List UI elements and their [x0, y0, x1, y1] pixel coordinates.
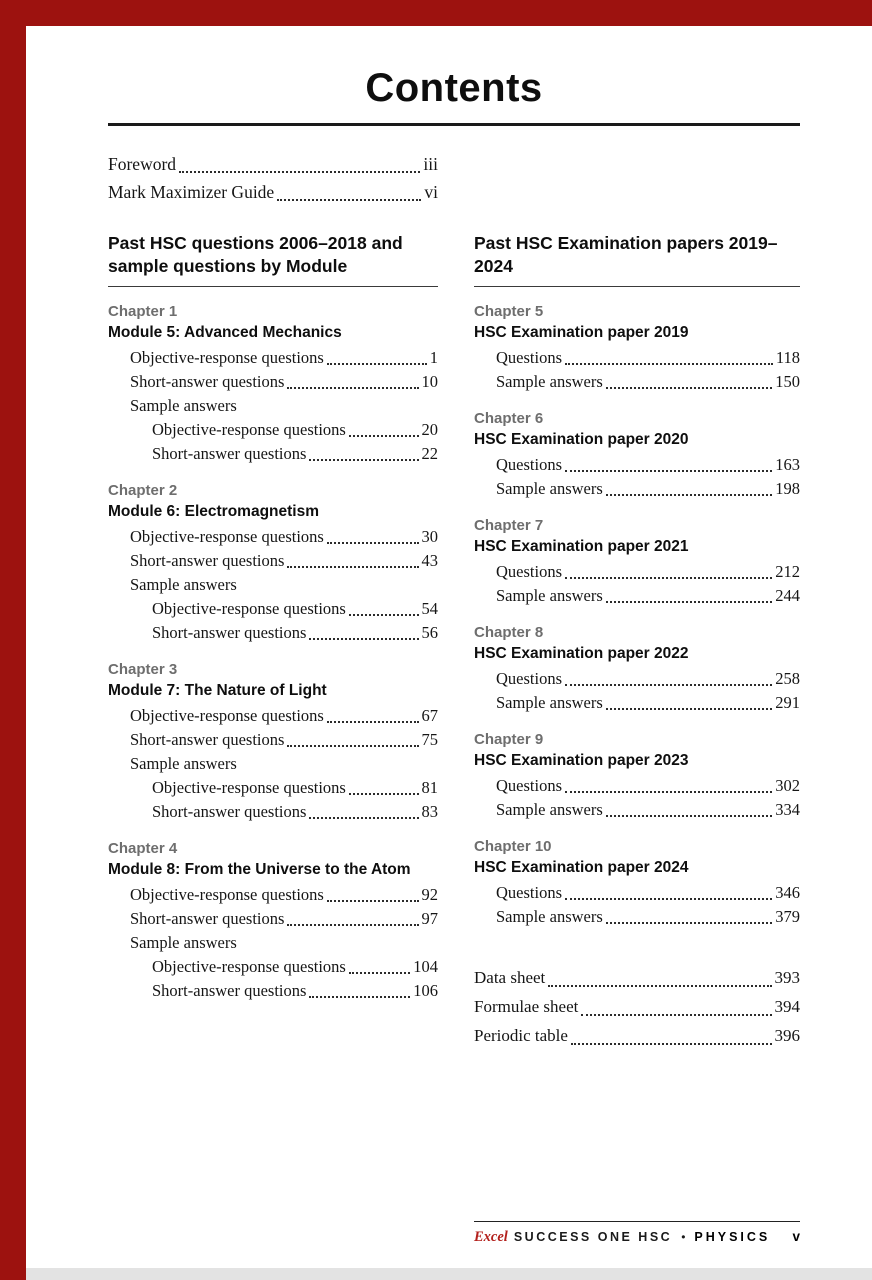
chapter-label: Chapter 2: [108, 482, 178, 499]
dot-leader: [327, 363, 427, 365]
entry-page: 393: [774, 968, 800, 987]
entry-page: 106: [413, 981, 438, 1000]
dot-leader: [581, 1014, 771, 1016]
dot-leader: [349, 793, 419, 795]
right-column: [474, 232, 800, 1050]
brand-series: SUCCESS ONE HSC: [513, 1230, 673, 1244]
entry-label: Short-answer questions: [130, 730, 285, 749]
entry-page: 394: [774, 997, 800, 1016]
dot-leader: [606, 708, 772, 710]
chapter-block: [474, 302, 800, 394]
entry-page: 20: [421, 420, 438, 439]
dot-leader: [349, 972, 410, 974]
entry-label: Objective-response questions: [130, 885, 324, 904]
dot-leader: [179, 171, 420, 173]
chapter-label: Chapter 7: [474, 517, 544, 534]
entry-label: Short-answer questions: [152, 623, 307, 642]
entry-page: 198: [775, 479, 800, 498]
entry-page: 67: [421, 706, 438, 725]
dot-leader: [349, 435, 419, 437]
dot-leader: [349, 614, 419, 616]
toc-entry: [474, 346, 800, 370]
chapter-label: Chapter 8: [474, 624, 544, 641]
chapter-block: [108, 481, 438, 645]
chapter-entries: [474, 774, 800, 822]
dot-leader: [565, 470, 772, 472]
entry-label: Sample answers: [496, 372, 603, 391]
front-matter-list: [108, 150, 438, 206]
dot-leader: [565, 363, 773, 365]
chapter-block: [108, 660, 438, 824]
chapter-entries: [474, 881, 800, 929]
entry-label: Short-answer questions: [152, 981, 307, 1000]
toc-entry: [474, 691, 800, 715]
left-chapter-list: [108, 302, 438, 1003]
entry-label: Questions: [496, 883, 562, 902]
dot-leader: [309, 638, 418, 640]
module-title: Module 5: Advanced Mechanics: [108, 324, 342, 341]
entry-page: 379: [775, 907, 800, 926]
entry-label: Questions: [496, 348, 562, 367]
toc-entry: [474, 584, 800, 608]
entry-label: Sample answers: [130, 396, 237, 415]
module-title: Module 7: The Nature of Light: [108, 682, 327, 699]
page-title: Contents: [365, 66, 543, 110]
toc-entry: [108, 597, 438, 621]
toc-entry: [474, 774, 800, 798]
toc-entry: [108, 979, 438, 1003]
chapter-block: [474, 516, 800, 608]
dot-leader: [287, 924, 418, 926]
back-matter-list: [474, 963, 800, 1050]
right-chapter-list: [474, 302, 800, 929]
chapter-entries: [474, 560, 800, 608]
entry-label: Objective-response questions: [152, 778, 346, 797]
chapter-label: Chapter 1: [108, 303, 178, 320]
entry-label: Sample answers: [130, 575, 237, 594]
module-title: HSC Examination paper 2023: [474, 752, 689, 769]
entry-label: Questions: [496, 669, 562, 688]
toc-entry: [474, 1021, 800, 1050]
dot-leader: [327, 721, 419, 723]
toc-entry: [108, 931, 438, 955]
entry-page: 30: [421, 527, 438, 546]
entry-page: 334: [775, 800, 800, 819]
entry-page: 97: [421, 909, 438, 928]
left-column: [108, 232, 438, 1050]
entry-page: 10: [421, 372, 438, 391]
dot-leader: [606, 815, 772, 817]
entry-page: 1: [429, 348, 438, 367]
dot-leader: [565, 684, 772, 686]
brand-subject: PHYSICS: [694, 1230, 771, 1244]
entry-page: 150: [775, 372, 800, 391]
dot-leader: [565, 791, 772, 793]
entry-label: Short-answer questions: [130, 909, 285, 928]
entry-label: Periodic table: [474, 1026, 568, 1045]
toc-entry: [108, 150, 438, 178]
toc-entry: [108, 549, 438, 573]
dot-leader: [606, 494, 772, 496]
module-title: HSC Examination paper 2019: [474, 324, 689, 341]
chapter-label: Chapter 3: [108, 661, 178, 678]
entry-page: 244: [775, 586, 800, 605]
toc-entry: [108, 442, 438, 466]
brand-excel: Excel: [474, 1229, 508, 1245]
entry-label: Objective-response questions: [152, 599, 346, 618]
dot-leader: [548, 985, 771, 987]
top-red-band: [0, 0, 872, 26]
page-footer: [474, 1221, 800, 1246]
dot-leader: [277, 199, 421, 201]
toc-entry: [108, 525, 438, 549]
entry-page: 291: [775, 693, 800, 712]
entry-page: 396: [774, 1026, 800, 1045]
entry-page: 56: [421, 623, 438, 642]
toc-entry: [474, 560, 800, 584]
entry-label: Short-answer questions: [130, 372, 285, 391]
brand-separator-dot: •: [681, 1230, 686, 1244]
chapter-block: [474, 730, 800, 822]
chapter-label: Chapter 6: [474, 410, 544, 427]
entry-label: Questions: [496, 455, 562, 474]
chapter-block: [474, 623, 800, 715]
dot-leader: [327, 542, 419, 544]
entry-label: Sample answers: [496, 586, 603, 605]
toc-entry: [108, 704, 438, 728]
chapter-block: [108, 839, 438, 1003]
chapter-entries: [474, 453, 800, 501]
entry-page: 54: [421, 599, 438, 618]
entry-label: Sample answers: [496, 907, 603, 926]
toc-entry: [108, 346, 438, 370]
entry-label: Questions: [496, 776, 562, 795]
entry-label: Short-answer questions: [152, 444, 307, 463]
dot-leader: [309, 459, 418, 461]
toc-entry: [108, 728, 438, 752]
content-area: [108, 66, 800, 1050]
dot-leader: [309, 817, 418, 819]
entry-label: Sample answers: [496, 479, 603, 498]
entry-label: Sample answers: [130, 933, 237, 952]
chapter-entries: [108, 704, 438, 824]
entry-page: 43: [421, 551, 438, 570]
entry-page: iii: [423, 154, 438, 174]
entry-label: Mark Maximizer Guide: [108, 182, 275, 202]
entry-page: 22: [421, 444, 438, 463]
entry-label: Foreword: [108, 154, 177, 174]
right-section-heading: Past HSC Examination papers 2019–2024: [474, 232, 800, 287]
toc-entry: [474, 453, 800, 477]
toc-entry: [474, 992, 800, 1021]
entry-page: 346: [775, 883, 800, 902]
chapter-label: Chapter 10: [474, 838, 552, 855]
chapter-entries: [474, 346, 800, 394]
toc-entry: [108, 370, 438, 394]
dot-leader: [606, 922, 772, 924]
toc-entry: [108, 883, 438, 907]
chapter-label: Chapter 9: [474, 731, 544, 748]
left-section-heading: Past HSC questions 2006–2018 and sample questions by Module: [108, 232, 438, 287]
toc-columns: [108, 232, 800, 1050]
toc-entry: [108, 752, 438, 776]
entry-page: vi: [424, 182, 438, 202]
bottom-page-edge: [0, 1268, 872, 1280]
title-rule: [108, 123, 800, 126]
entry-label: Short-answer questions: [130, 551, 285, 570]
entry-label: Objective-response questions: [130, 527, 324, 546]
dot-leader: [565, 577, 772, 579]
dot-leader: [327, 900, 419, 902]
dot-leader: [309, 996, 410, 998]
dot-leader: [606, 387, 772, 389]
toc-entry: [108, 907, 438, 931]
entry-page: 83: [421, 802, 438, 821]
entry-page: 92: [421, 885, 438, 904]
toc-entry: [108, 418, 438, 442]
toc-entry: [108, 394, 438, 418]
module-title: HSC Examination paper 2021: [474, 538, 689, 555]
entry-label: Questions: [496, 562, 562, 581]
entry-label: Short-answer questions: [152, 802, 307, 821]
entry-page: 258: [775, 669, 800, 688]
entry-page: 75: [421, 730, 438, 749]
module-title: HSC Examination paper 2022: [474, 645, 689, 662]
module-title: Module 6: Electromagnetism: [108, 503, 320, 520]
chapter-block: [474, 409, 800, 501]
toc-entry: [108, 955, 438, 979]
page-number: v: [792, 1229, 800, 1244]
toc-entry: [474, 963, 800, 992]
entry-page: 163: [775, 455, 800, 474]
chapter-label: Chapter 5: [474, 303, 544, 320]
left-red-band: [0, 0, 26, 1280]
dot-leader: [606, 601, 772, 603]
entry-label: Objective-response questions: [130, 706, 324, 725]
entry-page: 104: [413, 957, 438, 976]
entry-label: Sample answers: [130, 754, 237, 773]
entry-page: 212: [775, 562, 800, 581]
toc-entry: [108, 776, 438, 800]
toc-entry: [474, 905, 800, 929]
chapter-block: [474, 837, 800, 929]
entry-label: Objective-response questions: [152, 420, 346, 439]
dot-leader: [287, 745, 418, 747]
module-title: HSC Examination paper 2024: [474, 859, 689, 876]
entry-label: Objective-response questions: [152, 957, 346, 976]
toc-entry: [474, 881, 800, 905]
dot-leader: [565, 898, 772, 900]
toc-entry: [108, 573, 438, 597]
module-title: HSC Examination paper 2020: [474, 431, 689, 448]
entry-label: Formulae sheet: [474, 997, 579, 1016]
entry-page: 81: [421, 778, 438, 797]
dot-leader: [287, 566, 418, 568]
toc-entry: [474, 477, 800, 501]
entry-label: Data sheet: [474, 968, 546, 987]
dot-leader: [287, 387, 418, 389]
chapter-label: Chapter 4: [108, 840, 178, 857]
toc-entry: [474, 370, 800, 394]
toc-entry: [108, 178, 438, 206]
toc-entry: [108, 800, 438, 824]
entry-page: 118: [775, 348, 800, 367]
chapter-entries: [108, 883, 438, 1003]
chapter-entries: [108, 525, 438, 645]
chapter-entries: [474, 667, 800, 715]
chapter-block: [108, 302, 438, 466]
toc-entry: [108, 621, 438, 645]
module-title: Module 8: From the Universe to the Atom: [108, 861, 411, 878]
entry-page: 302: [775, 776, 800, 795]
toc-entry: [474, 667, 800, 691]
entry-label: Objective-response questions: [130, 348, 324, 367]
entry-label: Sample answers: [496, 800, 603, 819]
entry-label: Sample answers: [496, 693, 603, 712]
dot-leader: [571, 1043, 772, 1045]
chapter-entries: [108, 346, 438, 466]
toc-entry: [474, 798, 800, 822]
